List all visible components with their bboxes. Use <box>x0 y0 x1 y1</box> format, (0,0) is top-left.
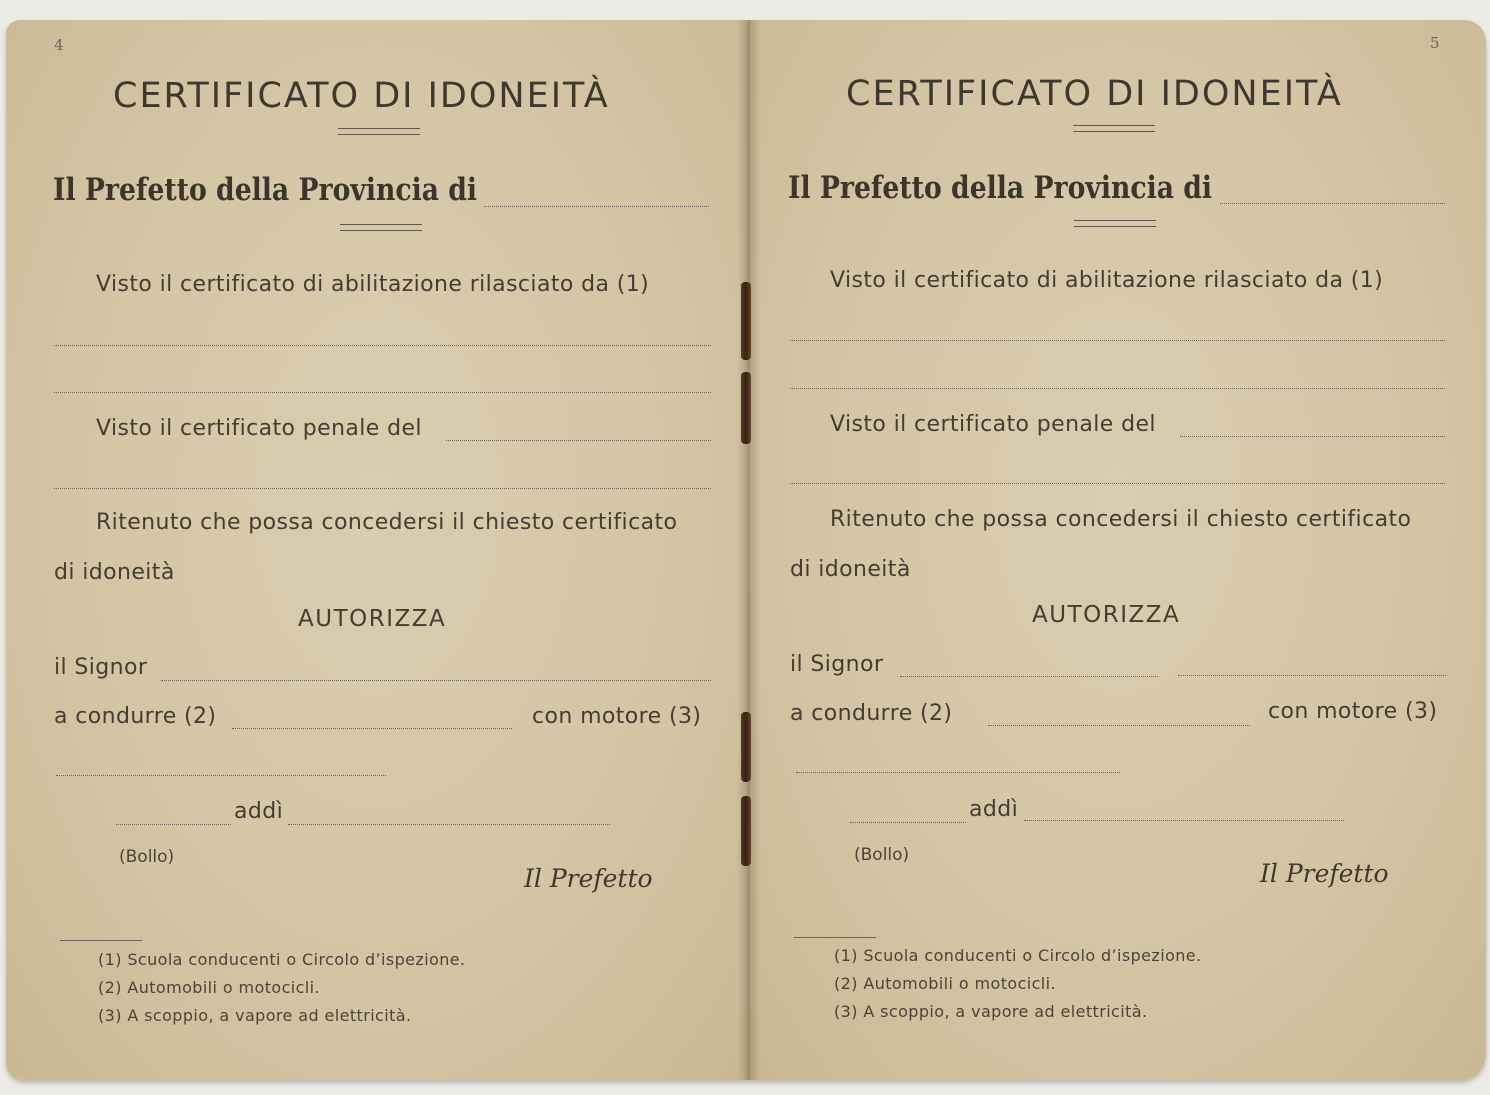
ritenuto-text-line2: di idoneità <box>790 557 911 582</box>
staple-bottom <box>741 712 751 782</box>
footnote-rule <box>794 937 876 938</box>
staple-top <box>741 372 751 444</box>
provincia-field[interactable] <box>1220 203 1445 204</box>
footnote-rule <box>60 940 142 941</box>
page-number: 5 <box>1430 34 1440 52</box>
motore-field[interactable] <box>796 772 1120 773</box>
abilitazione-field-1[interactable] <box>54 345 711 346</box>
signor-label: il Signor <box>54 655 148 680</box>
footnote-3: (3) A scoppio, a vapore ad elettricità. <box>98 1006 412 1025</box>
signor-label: il Signor <box>790 652 884 677</box>
addi-label: addì <box>969 797 1019 822</box>
booklet-spine <box>737 20 761 1080</box>
footnote-2: (2) Automobili o motocicli. <box>834 974 1056 993</box>
prefetto-heading: Il Prefetto della Provincia di <box>53 172 478 208</box>
penale-field-2[interactable] <box>790 483 1445 484</box>
penale-field-1[interactable] <box>1180 436 1445 437</box>
signor-field[interactable] <box>161 680 711 681</box>
staple-bottom-rust <box>741 796 751 866</box>
title-divider <box>1073 125 1155 132</box>
page-title: CERTIFICATO DI IDONEITÀ <box>113 76 610 116</box>
place-field[interactable] <box>116 824 231 825</box>
footnote-1: (1) Scuola conducenti o Circolo d’ispezione. <box>98 950 466 969</box>
footnote-3: (3) A scoppio, a vapore ad elettricità. <box>834 1002 1148 1021</box>
bollo-label: (Bollo) <box>119 847 175 867</box>
visto-penale-text: Visto il certificato penale del <box>830 412 1156 437</box>
prefetto-heading: Il Prefetto della Provincia di <box>788 170 1213 206</box>
heading-divider <box>340 224 422 231</box>
autorizza-heading: AUTORIZZA <box>298 606 447 632</box>
visto-abilitazione-text: Visto il certificato di abilitazione rilasciato da (1) <box>96 272 650 297</box>
right-page <box>748 20 1486 1080</box>
signor-field-2[interactable] <box>1178 675 1446 676</box>
signor-field[interactable] <box>900 676 1158 677</box>
staple-top-rust <box>741 282 751 360</box>
bollo-label: (Bollo) <box>854 845 910 865</box>
prefetto-signature: Il Prefetto <box>524 864 653 893</box>
page-number: 4 <box>54 36 64 54</box>
ritenuto-text-line2: di idoneità <box>54 560 175 585</box>
date-field[interactable] <box>288 824 610 825</box>
motore-label: con motore (3) <box>1268 699 1438 724</box>
booklet <box>6 20 1488 1086</box>
condurre-field[interactable] <box>988 725 1250 726</box>
abilitazione-field-2[interactable] <box>790 388 1445 389</box>
penale-field-1[interactable] <box>446 440 711 441</box>
penale-field-2[interactable] <box>54 488 711 489</box>
visto-penale-text: Visto il certificato penale del <box>96 416 422 441</box>
ritenuto-text-line1: Ritenuto che possa concedersi il chiesto certificato <box>96 510 678 535</box>
footnote-2: (2) Automobili o motocicli. <box>98 978 320 997</box>
title-divider <box>338 128 420 135</box>
condurre-label: a condurre (2) <box>790 701 953 726</box>
motore-field[interactable] <box>56 775 386 776</box>
date-field[interactable] <box>1024 820 1344 821</box>
prefetto-signature: Il Prefetto <box>1260 859 1389 888</box>
ritenuto-text-line1: Ritenuto che possa concedersi il chiesto certificato <box>830 507 1412 532</box>
left-page <box>6 20 748 1080</box>
condurre-field[interactable] <box>232 728 512 729</box>
abilitazione-field-2[interactable] <box>54 392 711 393</box>
page-title: CERTIFICATO DI IDONEITÀ <box>846 74 1343 114</box>
condurre-label: a condurre (2) <box>54 704 217 729</box>
addi-label: addì <box>234 799 284 824</box>
abilitazione-field-1[interactable] <box>790 340 1445 341</box>
autorizza-heading: AUTORIZZA <box>1032 602 1181 628</box>
visto-abilitazione-text: Visto il certificato di abilitazione rilasciato da (1) <box>830 268 1384 293</box>
provincia-field[interactable] <box>484 206 709 207</box>
place-field[interactable] <box>850 822 966 823</box>
heading-divider <box>1074 220 1156 227</box>
motore-label: con motore (3) <box>532 704 702 729</box>
footnote-1: (1) Scuola conducenti o Circolo d’ispezione. <box>834 946 1202 965</box>
